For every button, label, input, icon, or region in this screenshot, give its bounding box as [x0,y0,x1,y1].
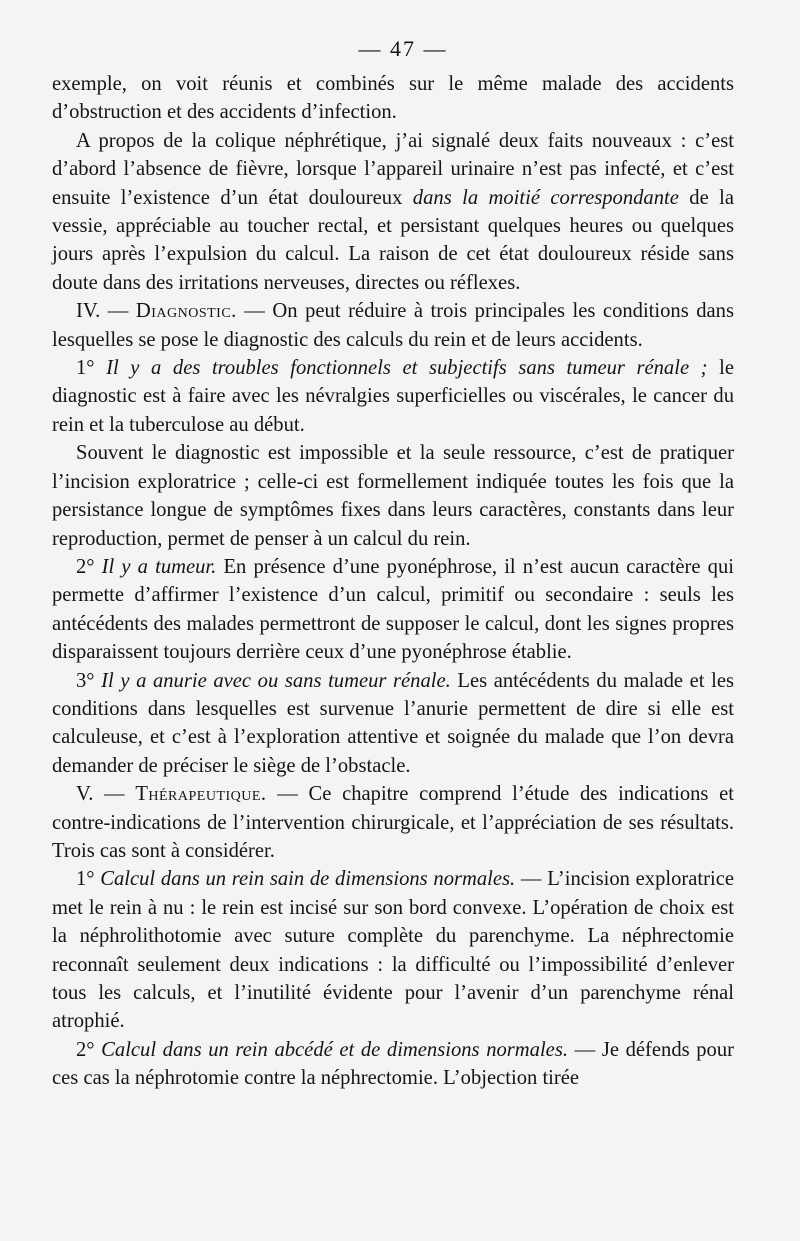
case-number: 2° [76,555,102,578]
diagnostic-case-1-followup [52,439,734,553]
case-heading: Calcul dans un rein sain de dimensions normales. [100,868,516,891]
paragraph-text: — Ce chapitre comprend l’étude des indications et contre-indications de l’intervention chirurgicale, et l’appréciation de ses résultats. Trois cas sont à considérer. [52,783,734,862]
paragraph-text: En présence d’une pyonéphrose, il n’est aucun caractère qui permette d’affirmer l’existence d’un calcul, primitif ou secondaire : seuls les antécédents des malades permettront de supposer le calcul, dont les signes propres disparaissent toujours derrière ceux d’une pyonéphrose établie. [52,555,734,664]
paragraph-text: exemple, on voit réunis et combinés sur le même malade des accidents d’obstruction et des accidents d’infection. [52,73,734,124]
case-heading: Il y a des troubles fonctionnels et subjectifs sans tumeur rénale ; [106,357,708,380]
case-number: 2° [76,1038,102,1061]
therapy-case-1 [52,865,734,1035]
section-number: IV. — [76,300,136,323]
case-heading: Calcul dans un rein abcédé et de dimensions normales. [101,1038,568,1061]
page-number: — 47 — [358,36,448,61]
paragraph-text: de la vessie, appréciable au toucher rectal, et persistant quelques heures ou quelques jours après l’expulsion du calcul. La raison de cet état douloureux réside sans doute dans des irritations nerveuses, directes ou réflexes. [52,186,734,294]
case-number: 3° [76,669,102,692]
paragraph-text: Les antécédents du malade et les conditions dans lesquelles est survenue l’anurie permettent de dire si elle est calculeuse, et c’est à l’exploration attentive et soignée du malade que l’on devra demander de préciser le siège de l’obstacle. [52,669,734,777]
section-therapeutique [52,780,734,865]
paragraph-text: — On peut réduire à trois principales les conditions dans lesquelles se pose le diagnostic des calculs du rein et de leurs accidents. [52,300,734,351]
paragraph-text: le diagnostic est à faire avec les névralgies superficielles ou viscérales, le cancer du rein et la tuberculose au début. [52,357,734,436]
diagnostic-case-1 [52,354,734,439]
case-heading: Il y a anurie avec ou sans tumeur rénale. [101,669,451,692]
paragraph-continuation [52,70,734,127]
section-heading: Thérapeutique. [135,783,267,806]
therapy-case-2 [52,1036,734,1093]
paragraph-colique [52,127,734,297]
italic-emphasis: dans la moitié correspondante [412,186,679,209]
section-diagnostic [52,297,734,354]
section-heading: Diagnostic. [135,300,237,323]
diagnostic-case-2 [52,553,734,667]
diagnostic-case-3 [52,667,734,781]
case-number: 1° [76,868,101,891]
paragraph-text: Souvent le diagnostic est impossible et la seule ressource, c’est de pratiquer l’incision exploratrice ; celle-ci est formellement indiquée toutes les fois que la persistance longue de symptômes fixes dans leurs caractères, constants dans leur reproduction, permet de penser à un calcul du rein. [52,442,734,550]
section-number: V. — [76,783,136,806]
case-heading: Il y a tumeur. [101,555,217,578]
paragraph-text: — L’incision exploratrice met le rein à nu : le rein est incisé sur son bord convexe. L’opération de choix est la néphrolithotomie avec suture complète du parenchyme. La néphrectomie reconnaît seulement deux indications : la difficulté ou l’impossibilité d’enlever tous les calculs, et l’inutilité évidente pour l’avenir d’un parenchyme rénal atrophié. [52,868,734,1033]
paragraph-text: — Je défends pour ces cas la néphrotomie contre la néphrectomie. L’objection tirée [52,1038,735,1090]
paragraph-text: A propos de la colique néphrétique, j’ai signalé deux faits nouveaux : c’est d’abord l’absence de fièvre, lorsque l’appareil urinaire n’est pas infecté, et c’est ensuite l’existence d’un état douloureux [52,129,734,209]
case-number: 1° [76,357,107,380]
body-text [52,70,734,1093]
